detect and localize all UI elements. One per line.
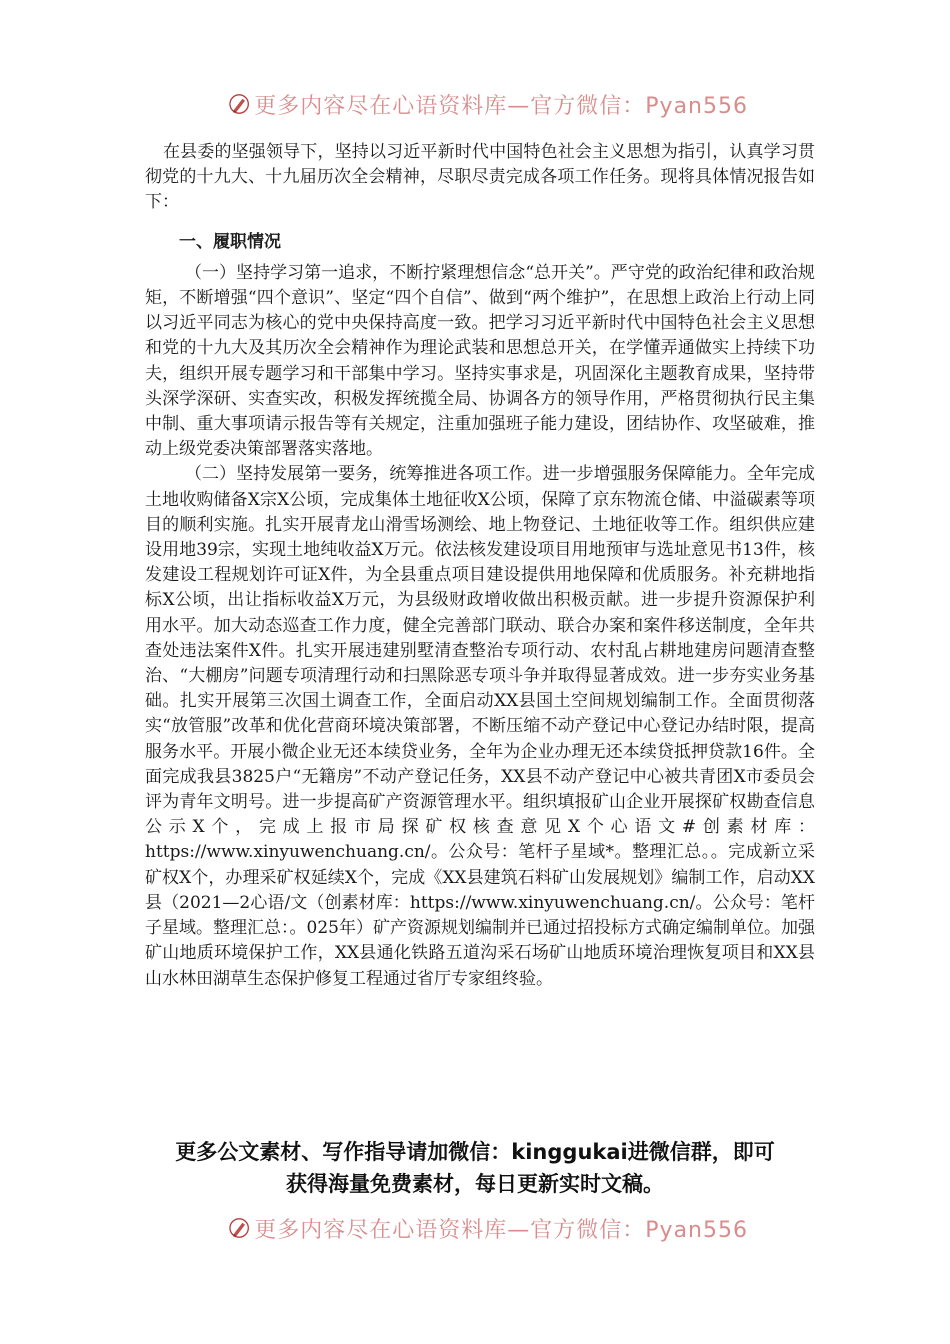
pen-logo-icon: [228, 87, 250, 121]
footer-note-line-2: 获得海量免费素材，每日更新实时文稿。: [286, 1172, 664, 1196]
intro-paragraph: 在县委的坚强领导下，坚持以习近平新时代中国特色社会主义思想为指引，认真学习贯彻党的十九大、十九届历次全会精神，尽职尽责完成各项工作任务。现将具体情况报告如下：: [145, 142, 815, 213]
paragraph-1: （一）坚持学习第一追求，不断拧紧理想信念“总开关”。严守党的政治纪律和政治规矩，不断增强“四个意识”、坚定“四个自信”、做到“两个维护”，在思想上政治上行动上同以习近平同志为核心的党中央保持高度一致。把学习习近平新时代中国特色社会主义思想和党的十九大及其历次全会精神作为理论武装和思想总开关，在学懂弄通做实上持续下功夫，组织开展专题学习和干部集中学习。坚持实事求是，巩固深化主题教育成果，坚持带头深学深研、实查实改，积极发挥统揽全局、协调各方的领导作用，严格贯彻执行民主集中制、重大事项请示报告等有关规定，注重加强班子能力建设，团结协作、攻坚破难，推动上级党委决策部署落实落地。: [145, 262, 815, 460]
footer-note-line-1: 更多公文素材、写作指导请加微信：kinggukai进微信群，即可: [175, 1140, 775, 1164]
banner-text: 更多内容尽在心语资料库—官方微信：Pyan556: [254, 93, 748, 119]
banner-text: 更多内容尽在心语资料库—官方微信：Pyan556: [254, 1217, 748, 1243]
paragraph-2: （二）坚持发展第一要务，统筹推进各项工作。进一步增强服务保障能力。全年完成土地收购储备X宗X公顷，完成集体土地征收X公顷，保障了京东物流仓储、中溢碳素等项目的顺利实施。扎实开展青龙山滑雪场测绘、地上物登记、土地征收等工作。组织供应建设用地39宗，实现土地纯收益X万元。依法核发建设项目用地预审与选址意见书13件，核发建设工程规划许可证X件，为全县重点项目建设提供用地保障和优质服务。补充耕地指标X公顷，出让指标收益X万元，为县级财政增收做出积极贡献。进一步提升资源保护利用水平。加大动态巡查工作力度，健全完善部门联动、联合办案和案件移送制度，全年共查处违法案件X件。扎实开展违建别墅清查整治专项行动、农村乱占耕地建房问题清查整治、“大棚房”问题专项清理行动和扫黑除恶专项斗争并取得显著成效。进一步夯实业务基础。扎实开展第三次国土调查工作，全面启动XX县国土空间规划编制工作。全面贯彻落实“放管服”改革和优化营商环境决策部署，不断压缩不动产登记中心登记办结时限，提高服务水平。开展小微企业无还本续贷业务，全年为企业办理无还本续贷抵押贷款16件。全面完成我县3825户“无籍房”不动产登记任务，XX县不动产登记中心被共青团X市委员会评为青年文明号。进一步提高矿产资源管理水平。组织填报矿山企业开展探矿权勘查信息公示X个，完成上报市局探矿权核查意见X个心语文#创素材库：https://www.xinyuwenchuang.cn/。公众号：笔杆子星域*。整理汇总。。完成新立采矿权X个，办理采矿权延续X个，完成《XX县建筑石料矿山发展规划》编制工作，启动XX县（2021—2心语/文（创素材库：https://www.xinyuwenchuang.cn/。公众号：笔杆子星域。整理汇总：。025年）矿产资源规划编制并已通过招投标方式确定编制单位。加强矿山地质环境保护工作，XX县通化铁路五道沟采石场矿山地质环境治理恢复项目和XX县山水林田湖草生态保护修复工程通过省厅专家组终验。: [145, 464, 815, 989]
document-body: [145, 140, 815, 992]
footer-note: [120, 1136, 830, 1200]
header-banner: [228, 84, 748, 124]
section-heading: 一、履职情况: [179, 231, 281, 252]
footer-banner: [228, 1208, 748, 1248]
pen-logo-icon: [228, 1211, 250, 1245]
